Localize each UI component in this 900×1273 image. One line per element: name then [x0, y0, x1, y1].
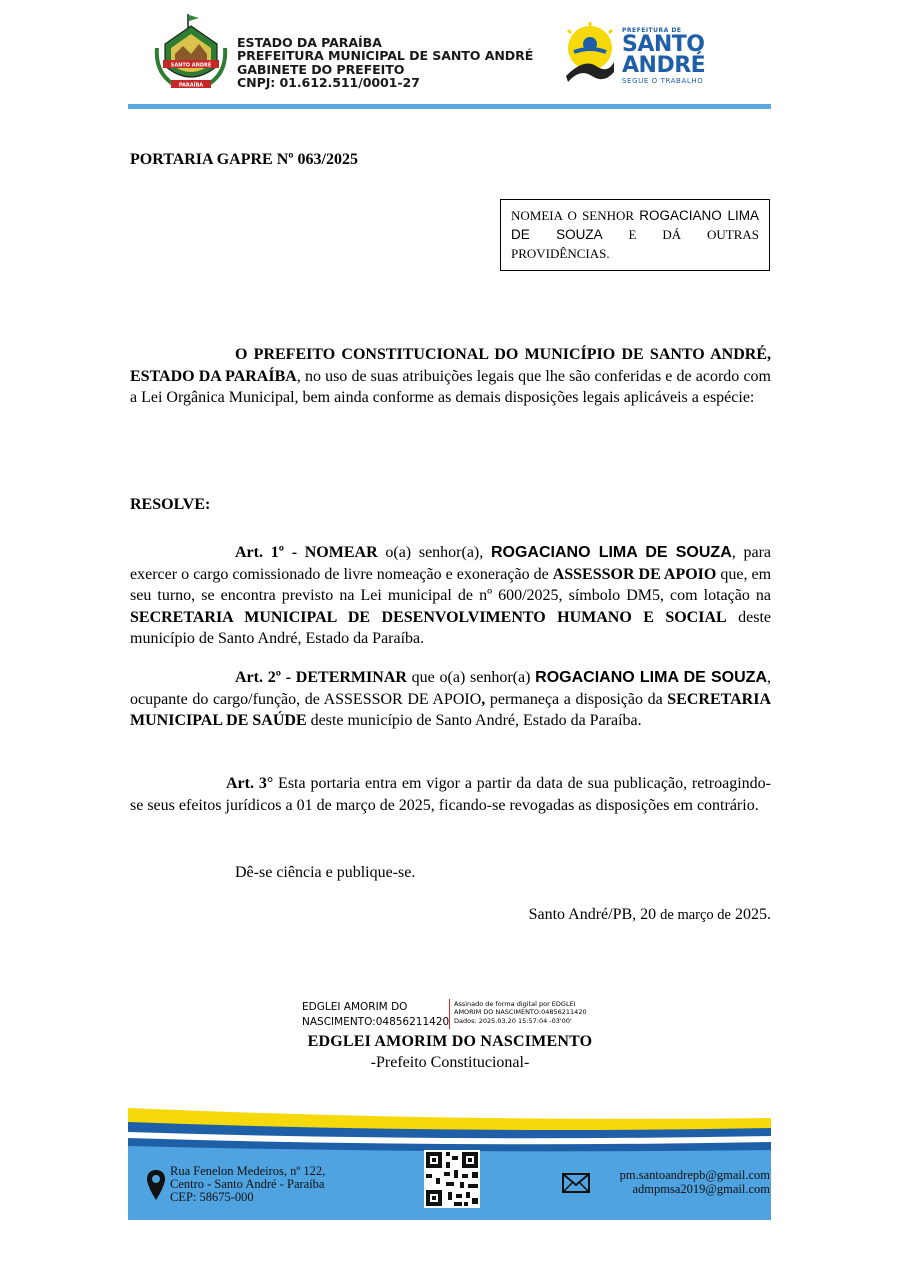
art3-label: Art. 3° [226, 775, 274, 792]
logo-prefeitura-de: PREFEITURA DE [622, 27, 682, 34]
header-divider [128, 104, 771, 109]
article-3 [130, 773, 771, 816]
ciencia-line: Dê-se ciência e publique-se. [235, 864, 416, 881]
preamble-rest: , no uso de suas atribuições legais que lhe são conferidas e de acordo com a Lei Orgânica Municipal, bem ainda conforme as demais disposições legais aplicáveis a espécie: [130, 367, 771, 406]
date-part-a: Santo André/PB, 20 [528, 906, 661, 923]
art2-text-4: deste município de Santo André, Estado da Paraíba. [306, 712, 642, 729]
art2-text-3: permaneça a disposição da [485, 690, 668, 708]
signer-line-2: NASCIMENTO:04856211420 [302, 1016, 450, 1028]
santo-andre-logo-icon [560, 22, 620, 86]
logo-slogan: SEGUE O TRABALHO [622, 77, 704, 85]
signer-line-1: EDGLEI AMORIM DO [302, 1001, 408, 1013]
date-part-b: de março de [660, 907, 731, 923]
footer-address [170, 1165, 325, 1204]
art1-text-1: o(a) senhor(a), [377, 544, 491, 561]
header-line-prefeitura: PREFEITURA MUNICIPAL DE SANTO ANDRÉ [237, 48, 534, 64]
document-title: PORTARIA GAPRE Nº 063/2025 [130, 151, 358, 168]
digital-signature-info [454, 1000, 587, 1025]
email-2: admpmsa2019@gmail.com [632, 1181, 770, 1196]
resolve-heading: RESOLVE: [130, 496, 211, 513]
mail-icon [561, 1171, 591, 1195]
preamble-paragraph [130, 344, 771, 409]
sig-info-line-3: Dados: 2025.03.20 15:57:04 -03'00' [454, 1016, 572, 1025]
art1-text-3: que, em seu turno, se encontra previsto na Lei municipal de nº 600/2025, símbolo DM5, com lotação na [130, 565, 772, 604]
logo-santo: SANTO [622, 32, 705, 57]
art2-name: ROGACIANO LIMA DE SOUZA [535, 669, 768, 686]
seal-ribbon-top: SANTO ANDRÉ [170, 62, 212, 69]
ementa-name: ROGACIANO LIMA DE SOUZA [511, 208, 759, 242]
article-2 [130, 667, 771, 732]
art2-comma: , [481, 690, 486, 708]
address-line-3: CEP: 58675-000 [170, 1190, 254, 1204]
sig-info-line-1: Assinado de forma digital por EDGLEI [454, 1000, 576, 1008]
signer-role: -Prefeito Constitucional- [370, 1054, 530, 1071]
qr-code-icon [424, 1150, 480, 1208]
art1-name: ROGACIANO LIMA DE SOUZA [490, 544, 732, 561]
header-line-gabinete: GABINETE DO PREFEITO [237, 61, 405, 77]
santo-andre-logo-text [622, 27, 705, 85]
logo-andre: ANDRÉ [622, 53, 706, 78]
ementa-box [500, 199, 770, 271]
address-line-1: Rua Fenelon Medeiros, nº 122, [170, 1164, 326, 1178]
article-1 [130, 542, 771, 650]
art3-text: Esta portaria entra em vigor a partir da data de sua publicação, retroagindo-se seus efeitos jurídicos a 01 de março de 2025, ficando-se revogadas as disposições em contrário. [130, 775, 771, 814]
art2-label: Art. 2º - DETERMINAR [235, 669, 407, 686]
art1-role: ASSESSOR DE APOIO [552, 565, 717, 583]
email-1: pm.santoandrepb@gmail.com [619, 1168, 770, 1182]
art1-dept: SECRETARIA MUNICIPAL DE DESENVOLVIMENTO HUMANO E SOCIAL [130, 608, 727, 626]
location-pin-icon [146, 1169, 166, 1201]
footer-emails [620, 1169, 770, 1196]
municipal-coat-of-arms [153, 14, 229, 94]
ementa-text-a: NOMEIA O SENHOR [511, 208, 640, 223]
preamble-bold: O PREFEITO CONSTITUCIONAL DO MUNICÍPIO DE SANTO ANDRÉ, ESTADO DA PARAÍBA [130, 346, 771, 385]
art1-text-2: , para exercer o cargo comissionado de livre nomeação e exoneração de [130, 544, 771, 583]
signer-name: EDGLEI AMORIM DO NASCIMENTO [307, 1033, 593, 1050]
header-line-state: ESTADO DA PARAÍBA [237, 35, 382, 50]
art2-dept: SECRETARIA MUNICIPAL DE SAÚDE [130, 690, 772, 729]
header-institution [237, 36, 533, 90]
seal-ribbon-bottom: PARAÍBA [178, 82, 204, 89]
document-date [529, 906, 771, 924]
address-line-2: Centro - Santo André - Paraíba [170, 1177, 325, 1191]
art1-label: Art. 1º - NOMEAR [235, 544, 378, 561]
date-part-c: 2025. [731, 906, 771, 923]
header-line-cnpj: CNPJ: 01.612.511/0001-27 [237, 75, 420, 91]
signature-divider [449, 999, 450, 1029]
sig-info-line-2: AMORIM DO NASCIMENTO:04856211420 [454, 1008, 587, 1017]
art2-text-1: que o(a) senhor(a) [406, 669, 536, 686]
ementa-text-b: E DÁ OUTRAS PROVIDÊNCIAS. [511, 227, 759, 261]
art1-text-4: deste município de Santo André, Estado da Paraíba. [130, 608, 771, 647]
art2-text-2: , ocupante do cargo/função, de ASSESSOR DE APOIO [130, 669, 772, 708]
digital-signature-name [302, 1000, 449, 1030]
